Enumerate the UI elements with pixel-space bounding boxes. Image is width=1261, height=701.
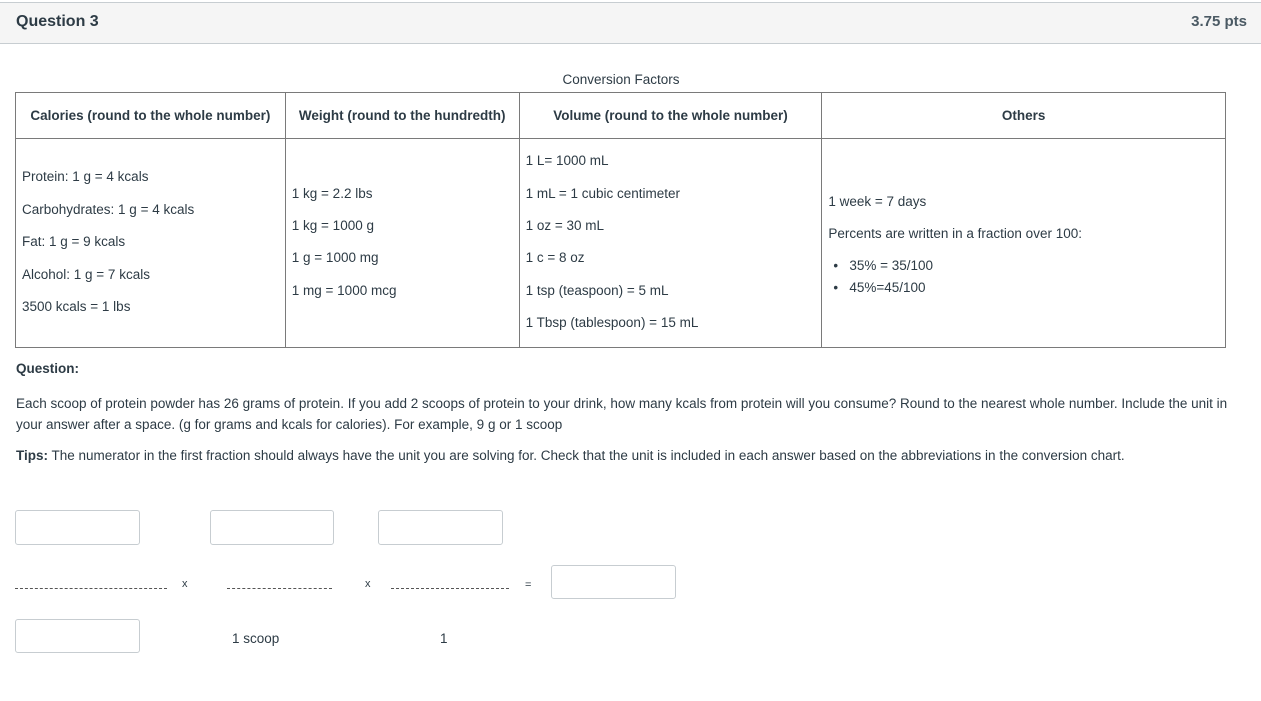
- weight-line: 1 mg = 1000 mcg: [291, 283, 397, 298]
- others-cell: [822, 139, 1226, 348]
- denominator-1-input[interactable]: [15, 619, 140, 653]
- times-sign: x: [365, 578, 371, 590]
- bullet-text: 35% = 35/100: [849, 258, 934, 273]
- conversion-table: [15, 92, 1226, 348]
- numerator-3-input[interactable]: [378, 510, 503, 545]
- header-volume: Volume (round to the whole number): [519, 93, 822, 139]
- numerator-2-input[interactable]: [210, 510, 334, 545]
- denominator-2-label: 1 scoop: [232, 631, 280, 646]
- table-caption: Conversion Factors: [562, 72, 680, 87]
- denominator-3-label: 1: [440, 631, 448, 646]
- result-input[interactable]: [551, 565, 676, 599]
- calories-cell: [16, 139, 286, 348]
- numerator-1-input[interactable]: [15, 510, 140, 545]
- others-line: Percents are written in a fraction over 100:: [828, 226, 1082, 241]
- list-item: [833, 258, 933, 273]
- table-row: [16, 139, 1226, 348]
- question-header: [0, 2, 1261, 44]
- volume-line: 1 oz = 30 mL: [525, 218, 605, 233]
- volume-line: 1 mL = 1 cubic centimeter: [525, 186, 681, 201]
- tips-paragraph: [16, 448, 1246, 463]
- weight-line: 1 kg = 2.2 lbs: [291, 186, 373, 201]
- bullet-icon: •: [833, 258, 839, 273]
- bullet-icon: •: [833, 280, 839, 295]
- calories-line: Protein: 1 g = 4 kcals: [22, 169, 149, 184]
- weight-line: 1 g = 1000 mg: [291, 250, 379, 265]
- tips-text: The numerator in the first fraction should always have the unit you are solving for. Check that the unit is included in each answer based on the abbreviations in the conversion chart.: [48, 448, 1125, 463]
- table-header-row: [16, 93, 1226, 139]
- volume-cell: [519, 139, 822, 348]
- calories-line: 3500 kcals = 1 lbs: [22, 299, 131, 314]
- calories-line: Alcohol: 1 g = 7 kcals: [22, 267, 150, 282]
- header-calories: Calories (round to the whole number): [16, 93, 286, 139]
- volume-line: 1 tsp (teaspoon) = 5 mL: [525, 283, 669, 298]
- fraction-bar: [15, 588, 167, 589]
- question-text: Each scoop of protein powder has 26 grams of protein. If you add 2 scoops of protein to your drink, how many kcals from protein will you consume? Round to the nearest whole number. Include the unit in your answer after a space. (g for grams and kcals for calories). For example, 9 g or 1 scoop: [16, 396, 1228, 432]
- calories-line: Carbohydrates: 1 g = 4 kcals: [22, 202, 195, 217]
- fraction-bar: [391, 588, 509, 589]
- volume-line: 1 Tbsp (tablespoon) = 15 mL: [525, 315, 699, 330]
- volume-line: 1 L= 1000 mL: [525, 153, 609, 168]
- volume-line: 1 c = 8 oz: [525, 250, 585, 265]
- others-line: 1 week = 7 days: [828, 194, 927, 209]
- question-label: Question:: [16, 361, 79, 376]
- fraction-bar: [227, 588, 332, 589]
- header-others: Others: [822, 93, 1226, 139]
- weight-line: 1 kg = 1000 g: [291, 218, 374, 233]
- list-item: [833, 280, 925, 295]
- times-sign: x: [182, 578, 188, 590]
- weight-cell: [285, 139, 519, 348]
- equals-sign: =: [525, 579, 532, 591]
- question-points: 3.75 pts: [1191, 13, 1247, 30]
- calories-line: Fat: 1 g = 9 kcals: [22, 234, 126, 249]
- bullet-text: 45%=45/100: [849, 280, 926, 295]
- header-weight: Weight (round to the hundredth): [285, 93, 519, 139]
- tips-label: Tips:: [16, 448, 49, 463]
- question-title: Question 3: [16, 13, 99, 30]
